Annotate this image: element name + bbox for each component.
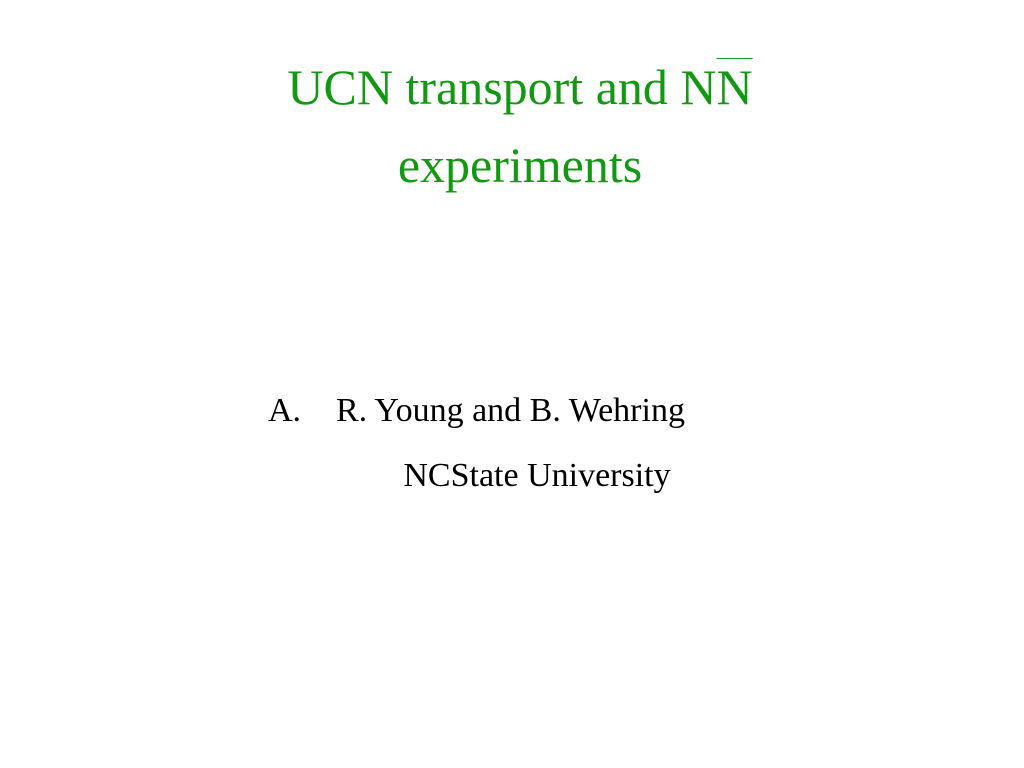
author-line <box>268 388 685 434</box>
author-names: R. Young and B. Wehring <box>336 392 685 429</box>
title-line-1 <box>0 48 1024 126</box>
title-line-2: experiments <box>397 137 643 193</box>
title-main-text: UCN transport and N <box>287 59 717 115</box>
slide-title <box>0 48 1024 204</box>
author-list-marker: A. <box>268 392 302 429</box>
title-overlined-n: N <box>716 59 753 115</box>
affiliation: NCState University <box>403 457 671 494</box>
